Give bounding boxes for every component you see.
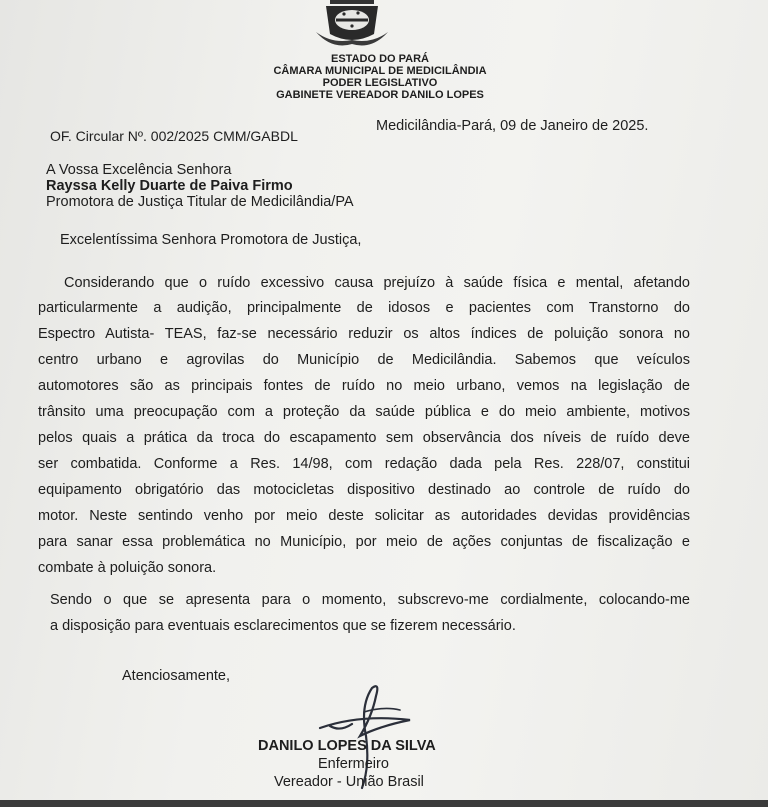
paragraph1-line: para sanar essa problemática no Município, por meio de ações conjuntas de fiscalização e [38, 534, 690, 550]
header-chamber: CÂMARA MUNICIPAL DE MEDICILÂNDIA [273, 65, 487, 77]
paragraph1-line: Considerando que o ruído excessivo causa prejuízo à saúde física e mental, afetando [64, 275, 690, 291]
header-state: ESTADO DO PARÁ [331, 53, 429, 65]
paragraph1-line: motor. Neste sentindo venho por meio deste solicitar as autoridades devidas providências [38, 508, 690, 524]
signatory-role: Vereador - União Brasil [274, 774, 424, 790]
paragraph1-line: centro urbano e agrovilas do Município de Medicilândia. Sabemos que veículos [38, 352, 690, 368]
recipient-title: Promotora de Justiça Titular de Medicilândia/PA [46, 194, 354, 210]
recipient-name: Rayssa Kelly Duarte de Paiva Firmo [46, 178, 293, 194]
header-office: GABINETE VEREADOR DANILO LOPES [276, 89, 484, 101]
paragraph1-line: pelos quais a prática da troca do escapamento sem observância dos níveis de ruído deve [38, 430, 690, 446]
recipient-salutation: A Vossa Excelência Senhora [46, 162, 232, 178]
state-coat-of-arms-icon [312, 0, 392, 52]
greeting: Excelentíssima Senhora Promotora de Justiça, [60, 232, 362, 248]
paragraph1-line: particularmente a audição, principalmente de idosos e pacientes com Transtorno do [38, 300, 690, 316]
paragraph1-line: equipamento obrigatório das motocicletas dispositivo destinado ao controle de ruído do [38, 482, 690, 498]
place-and-date: Medicilândia-Pará, 09 de Janeiro de 2025. [376, 118, 649, 134]
signatory-name: DANILO LOPES DA SILVA [258, 738, 436, 754]
signatory-profession: Enfermeiro [318, 756, 389, 772]
document-reference: OF. Circular Nº. 002/2025 CMM/GABDL [50, 128, 298, 144]
paragraph1-line: combate à poluição sonora. [38, 560, 217, 576]
paragraph2-line: a disposição para eventuais esclarecimentos que se fizerem necessário. [50, 618, 516, 634]
header-power: PODER LEGISLATIVO [322, 77, 438, 89]
paragraph1-line: ser combatida. Conforme a Res. 14/98, com redação dada pela Res. 228/07, constitui [38, 456, 690, 472]
closing: Atenciosamente, [122, 668, 231, 684]
paragraph1-line: automotores são as principais fontes de ruído no meio urbano, vemos na legislação de [38, 378, 690, 394]
paragraph1-line: Espectro Autista- TEAS, faz-se necessário reduzir os altos índices de poluição sonora no [38, 326, 690, 342]
photo-bottom-edge [0, 800, 768, 807]
paragraph2-line: Sendo o que se apresenta para o momento, subscrevo-me cordialmente, colocando-me [50, 592, 690, 608]
paragraph1-line: trânsito uma preocupação com a proteção da saúde pública e do meio ambiente, motivos [38, 404, 690, 420]
